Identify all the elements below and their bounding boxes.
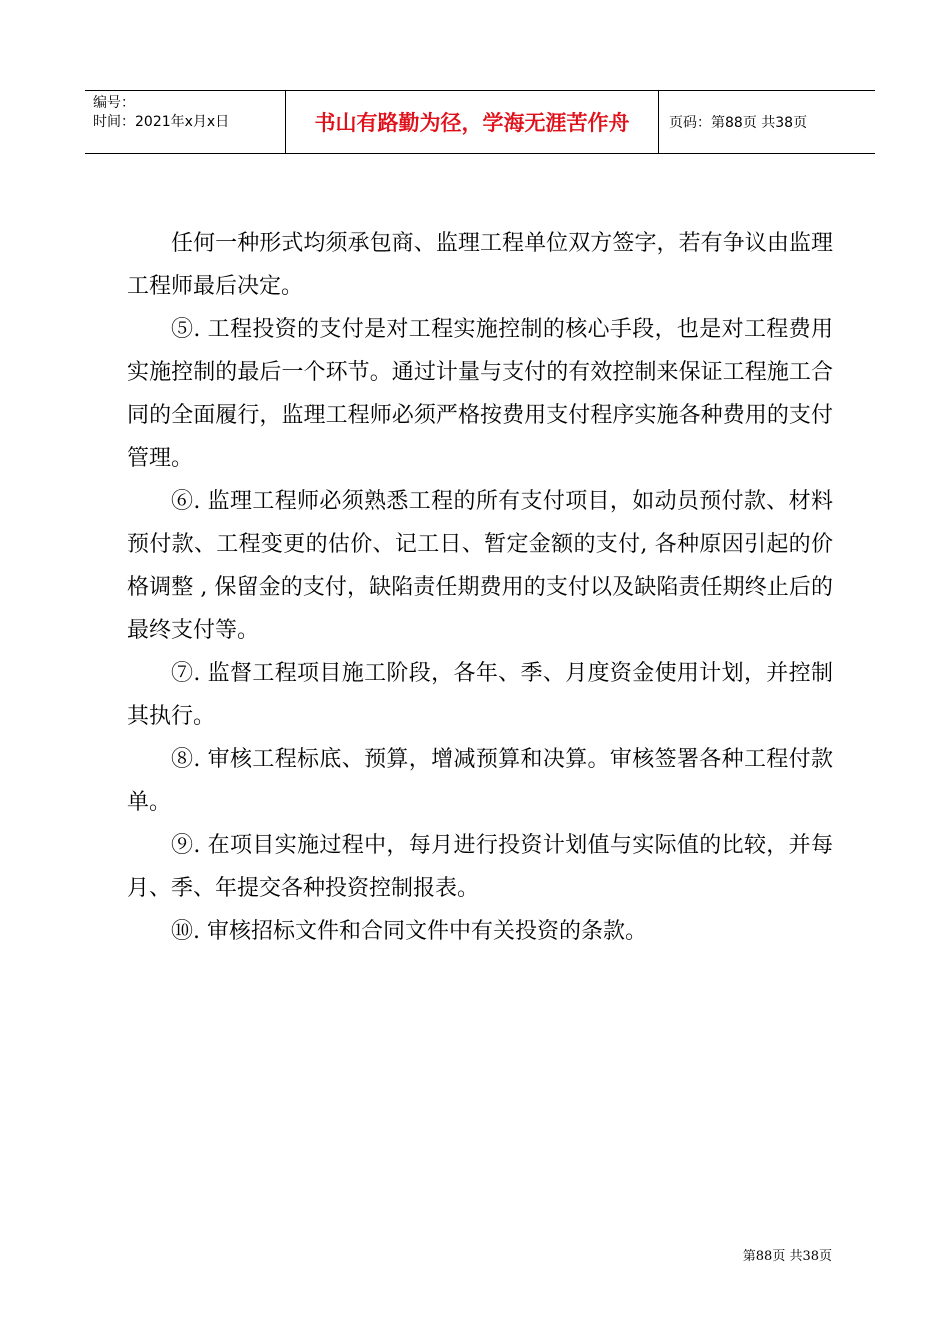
document-body [127, 222, 833, 953]
paragraph: ⑨. 在项目实施过程中，每月进行投资计划值与实际值的比较，并每月、季、年提交各种投资控制报表。 [127, 833, 833, 901]
document-header [85, 90, 875, 154]
header-meta [85, 91, 286, 153]
paragraph: ⑦. 监督工程项目施工阶段，各年、季、月度资金使用计划，并控制其执行。 [127, 661, 833, 729]
paragraph: 任何一种形式均须承包商、监理工程单位双方签字，若有争议由监理工程师最后决定。 [127, 231, 833, 299]
header-page-label: 页码：第88页 共38页 [669, 115, 808, 131]
paragraph: ⑧. 审核工程标底、预算，增减预算和决算。审核签署各种工程付款单。 [127, 747, 833, 815]
paragraph: ⑤. 工程投资的支付是对工程实施控制的核心手段，也是对工程费用实施控制的最后一个环节。通过计量与支付的有效控制来保证工程施工合同的全面履行，监理工程师必须严格按费用支付程序实施各种费用的支付管理。 [127, 317, 833, 471]
header-time-label: 时间：2021年x月x日 [93, 114, 230, 130]
page-footer: 第88页 共38页 [742, 1249, 832, 1264]
header-number-label: 编号： [93, 95, 135, 111]
header-motto: 书山有路勤为径，学海无涯苦作舟 [286, 91, 659, 153]
paragraph: ⑥. 监理工程师必须熟悉工程的所有支付项目，如动员预付款、材料预付款、工程变更的估价、记工日、暂定金额的支付, 各种原因引起的价格调整 , 保留金的支付，缺陷责任期费用的支付以及缺陷责任期终止后的最终支付等。 [127, 489, 833, 643]
paragraph: ⑩. 审核招标文件和合同文件中有关投资的条款。 [171, 919, 647, 944]
